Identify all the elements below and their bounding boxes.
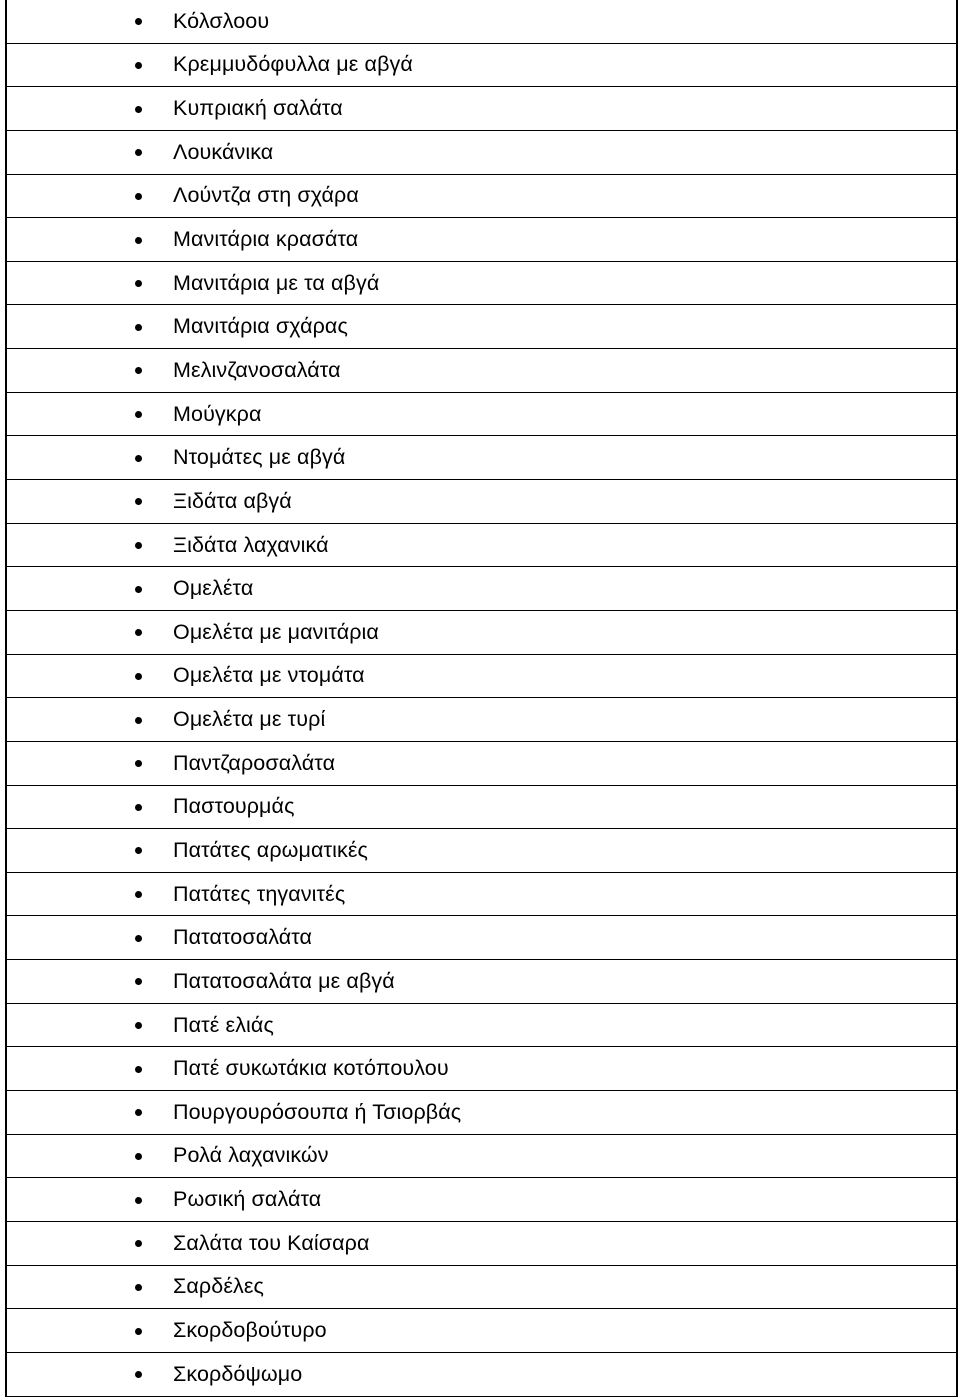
list-item-label: Σκορδόψωμο	[173, 1361, 303, 1386]
list-item-label: Πατάτες αρωματικές	[173, 837, 369, 862]
list-item	[7, 0, 956, 44]
list-item-label: Ομελέτα με μανιτάρια	[173, 619, 379, 644]
list-item	[7, 1266, 956, 1310]
bullet-icon	[135, 629, 142, 636]
list-item	[7, 1004, 956, 1048]
list-item	[7, 436, 956, 480]
list-item-label: Πατάτες τηγανιτές	[173, 881, 346, 906]
list-item-label: Μανιτάρια σχάρας	[173, 314, 348, 339]
list-item-label: Ομελέτα	[173, 576, 254, 601]
list-item-label: Ομελέτα με ντομάτα	[173, 663, 365, 688]
list-item-label: Παντζαροσαλάτα	[173, 750, 336, 775]
list-item	[7, 742, 956, 786]
bullet-icon	[135, 237, 142, 244]
list-item-label: Ρωσική σαλάτα	[173, 1187, 322, 1212]
list-item	[7, 611, 956, 655]
list-item	[7, 698, 956, 742]
list-item	[7, 960, 956, 1004]
bullet-icon	[135, 673, 142, 680]
bullet-icon	[135, 1109, 142, 1116]
list-item	[7, 1135, 956, 1179]
bullet-icon	[135, 1153, 142, 1160]
bullet-icon	[135, 1240, 142, 1247]
bullet-icon	[135, 18, 142, 25]
list-item	[7, 44, 956, 88]
bullet-icon	[135, 935, 142, 942]
bullet-icon	[135, 1371, 142, 1378]
list-item-label: Ντομάτες με αβγά	[173, 445, 346, 470]
bullet-icon	[135, 1066, 142, 1073]
list-item-label: Κυπριακή σαλάτα	[173, 96, 343, 121]
list-item	[7, 1178, 956, 1222]
list-item-label: Σαλάτα του Καίσαρα	[173, 1230, 370, 1255]
list-item-label: Ξιδάτα αβγά	[173, 488, 292, 513]
list-item	[7, 131, 956, 175]
list-item-label: Μούγκρα	[173, 401, 262, 426]
list-item-label: Κόλσλοου	[173, 8, 270, 33]
bullet-icon	[135, 149, 142, 156]
list-item	[7, 393, 956, 437]
list-item-label: Λούντζα στη σχάρα	[173, 183, 359, 208]
list-item-label: Ομελέτα με τυρί	[173, 707, 326, 732]
bullet-icon	[135, 804, 142, 811]
bullet-icon	[135, 1197, 142, 1204]
list-item-label: Μανιτάρια κρασάτα	[173, 227, 359, 252]
list-item-label: Μανιτάρια με τα αβγά	[173, 270, 380, 295]
bullet-icon	[135, 847, 142, 854]
bullet-icon	[135, 891, 142, 898]
list-item	[7, 1047, 956, 1091]
list-item	[7, 1353, 956, 1397]
list-item-label: Λουκάνικα	[173, 139, 274, 164]
list-item	[7, 262, 956, 306]
list-item	[7, 349, 956, 393]
list-item	[7, 87, 956, 131]
bullet-icon	[135, 367, 142, 374]
list-item-label: Σκορδοβούτυρο	[173, 1318, 327, 1343]
bullet-icon	[135, 62, 142, 69]
bullet-icon	[135, 106, 142, 113]
list-item	[7, 480, 956, 524]
bullet-icon	[135, 586, 142, 593]
list-item-label: Μελινζανοσαλάτα	[173, 357, 341, 382]
bullet-icon	[135, 324, 142, 331]
list-item	[7, 567, 956, 611]
bullet-icon	[135, 542, 142, 549]
list-item	[7, 829, 956, 873]
list-item-label: Πατατοσαλάτα	[173, 925, 313, 950]
bullet-icon	[135, 760, 142, 767]
bullet-icon	[135, 280, 142, 287]
bullet-icon	[135, 978, 142, 985]
list-item-label: Ρολά λαχανικών	[173, 1143, 329, 1168]
list-item	[7, 916, 956, 960]
bullet-icon	[135, 498, 142, 505]
bullet-icon	[135, 1022, 142, 1029]
list-item	[7, 1091, 956, 1135]
list-item-label: Πατατοσαλάτα με αβγά	[173, 968, 395, 993]
list-item-label: Κρεμμυδόφυλλα με αβγά	[173, 52, 413, 77]
list-item-label: Ξιδάτα λαχανικά	[173, 532, 329, 557]
list-item	[7, 873, 956, 917]
list-item-label: Πατέ ελιάς	[173, 1012, 274, 1037]
list-item	[7, 218, 956, 262]
list-item-label: Πουργουρόσουπα ή Τσιορβάς	[173, 1099, 462, 1124]
list-item	[7, 1309, 956, 1353]
bullet-icon	[135, 717, 142, 724]
list-item-label: Πατέ συκωτάκια κοτόπουλου	[173, 1056, 449, 1081]
bullet-icon	[135, 411, 142, 418]
list-item-label: Παστουρμάς	[173, 794, 295, 819]
bullet-icon	[135, 1284, 142, 1291]
bullet-icon	[135, 455, 142, 462]
bullet-icon	[135, 1328, 142, 1335]
list-item	[7, 786, 956, 830]
list-item	[7, 305, 956, 349]
list-item-label: Σαρδέλες	[173, 1274, 264, 1299]
list-item	[7, 175, 956, 219]
list-item	[7, 655, 956, 699]
list-item	[7, 524, 956, 568]
bullet-icon	[135, 193, 142, 200]
recipe-list-table	[5, 0, 958, 1397]
list-item	[7, 1222, 956, 1266]
